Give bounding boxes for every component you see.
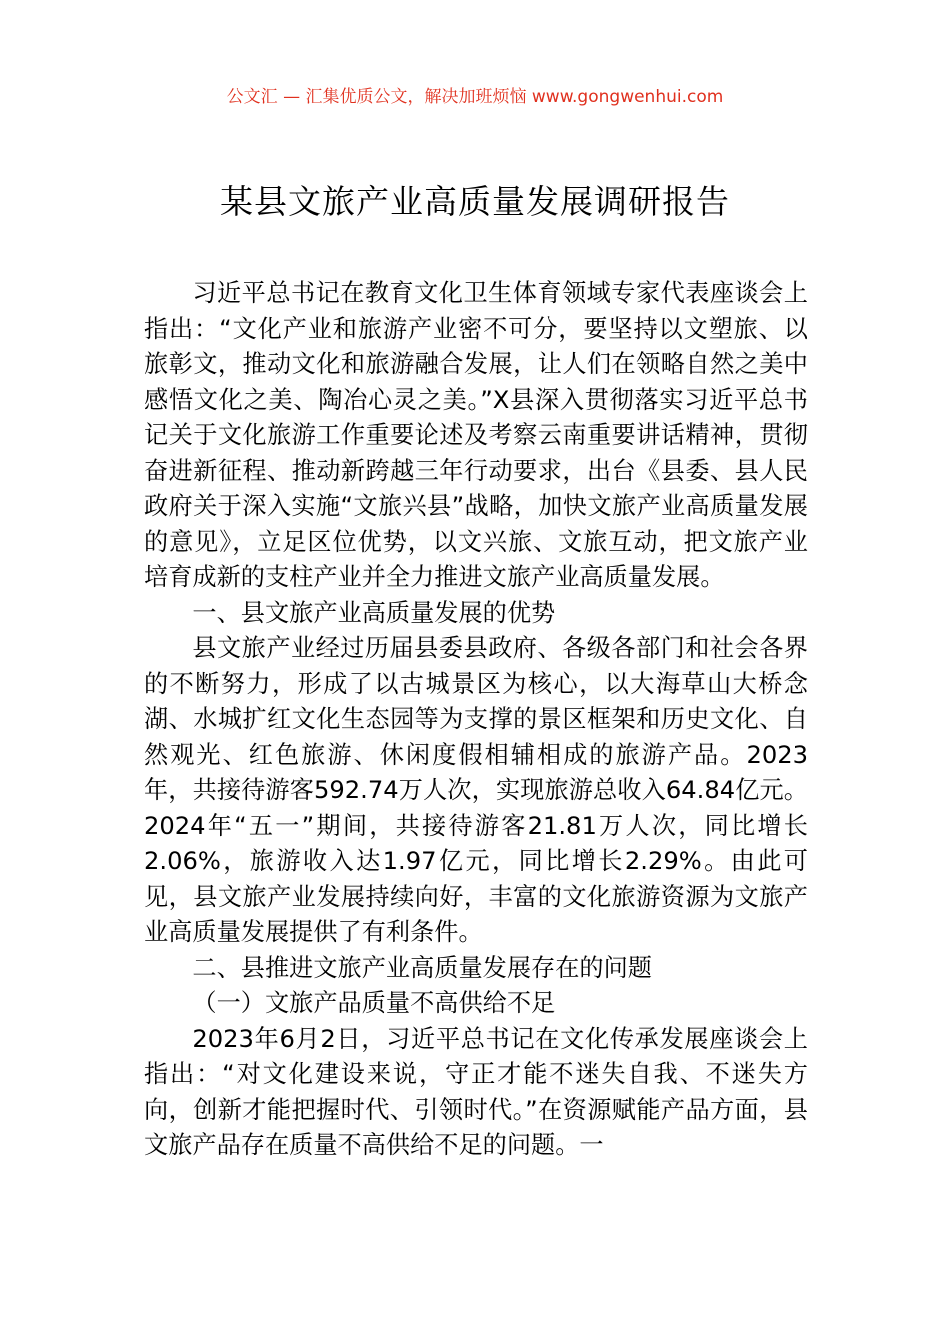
section-heading-problems: 二、县推进文旅产业高质量发展存在的问题: [192, 953, 652, 982]
watermark-header: 公文汇 — 汇集优质公文，解决加班烦恼 www.gongwenhui.com: [226, 87, 724, 107]
document-title: 某县文旅产业高质量发展调研报告: [220, 182, 730, 221]
paragraph-advantages: 县文旅产业经过历届县委县政府、各级各部门和社会各界的不断努力，形成了以古城景区为核心，以大海草山大桥念湖、水城扩红文化生态园等为支撑的景区框架和历史文化、自然观光、红色旅游、休闲度假相辅相成的旅游产品。2023年，共接待游客592.74万人次，实现旅游总收入64.84亿元。2024年“五一”期间，共接待游客21.81万人次，同比增长2.06%，旅游收入达1.97亿元，同比增长2.29%。由此可见，县文旅产业发展持续向好，丰富的文化旅游资源为文旅产业高质量发展提供了有利条件。: [144, 634, 808, 946]
paragraph-intro: 习近平总书记在教育文化卫生体育领域专家代表座谈会上指出：“文化产业和旅游产业密不可分，要坚持以文塑旅、以旅彰文，推动文化和旅游融合发展，让人们在领略自然之美中感悟文化之美、陶冶心灵之美。”X县深入贯彻落实习近平总书记关于文化旅游工作重要论述及考察云南重要讲话精神，贯彻奋进新征程、推动新跨越三年行动要求，出台《县委、县人民政府关于深入实施“文旅兴县”战略，加快文旅产业高质量发展的意见》，立足区位优势，以文兴旅、文旅互动，把文旅产业培育成新的支柱产业并全力推进文旅产业高质量发展。: [144, 279, 808, 591]
section-heading-advantages: 一、县文旅产业高质量发展的优势: [192, 598, 556, 627]
subsection-heading-supply: （一）文旅产品质量不高供给不足: [192, 989, 556, 1017]
paragraph-supply: 2023年6月2日，习近平总书记在文化传承发展座谈会上指出：“对文化建设来说，守正才能不迷失自我、不迷失方向，创新才能把握时代、引领时代。”在资源赋能产品方面，县文旅产品存在质量不高供给不足的问题。一: [144, 1024, 808, 1159]
document-body: [144, 276, 808, 1164]
